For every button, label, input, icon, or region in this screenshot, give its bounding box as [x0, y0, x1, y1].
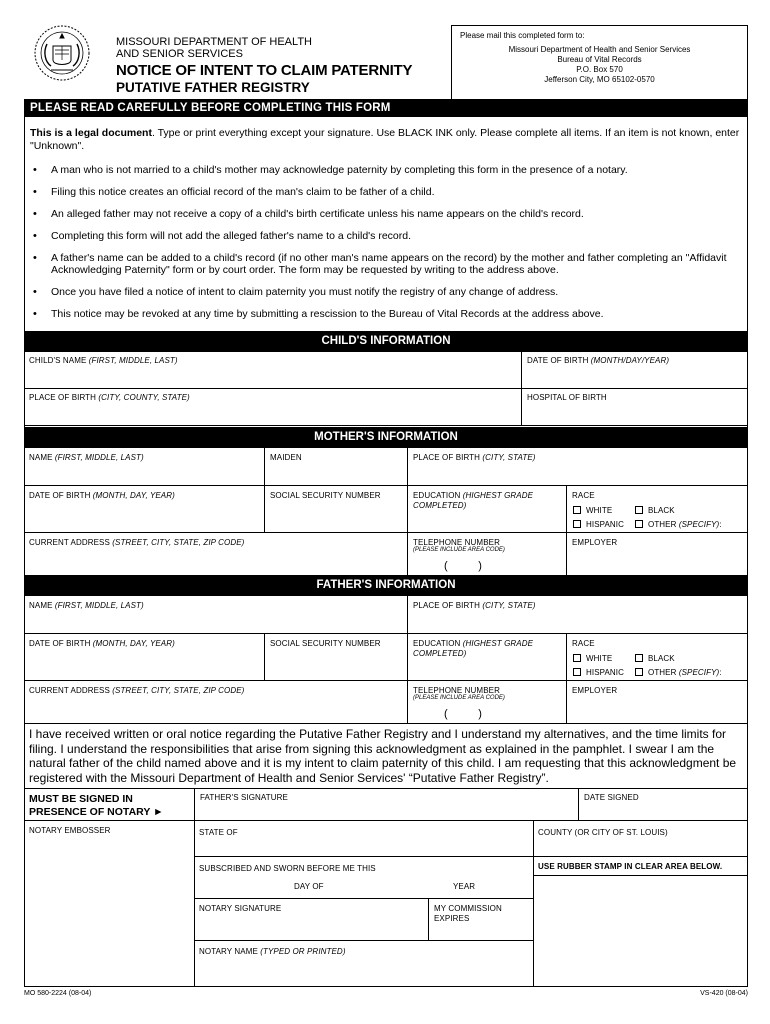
race-black-checkbox[interactable]	[635, 506, 643, 514]
department-name-line2: AND SENIOR SERVICES	[116, 48, 243, 60]
race-hispanic-checkbox[interactable]	[573, 520, 581, 528]
rubber-stamp-instruction: USE RUBBER STAMP IN CLEAR AREA BELOW.	[534, 857, 748, 876]
father-ssn-field[interactable]: SOCIAL SECURITY NUMBER	[265, 634, 408, 681]
list-item: • Filing this notice creates an official record of the man's claim to be father of a child.	[28, 186, 744, 198]
notary-name-field[interactable]: NOTARY NAME (TYPED OR PRINTED)	[195, 941, 534, 987]
father-telephone-field[interactable]: TELEPHONE NUMBER (PLEASE INCLUDE AREA CODE) ( )	[408, 681, 567, 724]
father-race-field: RACE WHITE BLACK HISPANIC OTHER (SPECIFY):	[567, 634, 748, 681]
father-employer-field[interactable]: EMPLOYER	[567, 681, 748, 724]
phone-area-code-parens: ( )	[444, 708, 482, 720]
commission-expires-field[interactable]: MY COMMISSION EXPIRES	[429, 899, 534, 941]
intro-paragraph	[30, 127, 744, 152]
child-hospital-field[interactable]: HOSPITAL OF BIRTH	[522, 389, 748, 426]
state-of-field[interactable]: STATE OF	[195, 821, 534, 857]
race-black-checkbox[interactable]	[635, 654, 643, 662]
notary-signature-field[interactable]: NOTARY SIGNATURE	[195, 899, 429, 941]
phone-area-code-parens: ( )	[444, 560, 482, 572]
father-signature-field[interactable]: FATHER'S SIGNATURE	[195, 789, 579, 820]
instructions-list	[28, 164, 744, 330]
read-carefully-banner	[24, 99, 748, 117]
mail-address-line: Jefferson City, MO 65102-0570	[544, 75, 655, 84]
list-item: • This notice may be revoked at any time by submitting a rescission to the Bureau of Vital Records at the address above.	[28, 308, 744, 320]
mother-dob-field[interactable]: DATE OF BIRTH (MONTH, DAY, YEAR)	[24, 486, 265, 533]
mother-employer-field[interactable]: EMPLOYER	[567, 533, 748, 576]
sworn-before-field[interactable]: SUBSCRIBED AND SWORN BEFORE ME THIS DAY OF YEAR	[195, 857, 534, 899]
race-hispanic-checkbox[interactable]	[573, 668, 581, 676]
department-name-line1: MISSOURI DEPARTMENT OF HEALTH	[116, 36, 312, 48]
mother-name-field[interactable]: NAME (FIRST, MIDDLE, LAST)	[24, 448, 265, 486]
form-title: NOTICE OF INTENT TO CLAIM PATERNITY	[116, 62, 413, 79]
intro-text: . Type or print everything except your signature. Use BLACK INK only. Please complete all items. If an item is not known, enter "Unknown".	[30, 127, 740, 152]
father-name-field[interactable]: NAME (FIRST, MIDDLE, LAST)	[24, 596, 408, 634]
father-place-of-birth-field[interactable]: PLACE OF BIRTH (CITY, STATE)	[408, 596, 748, 634]
mother-telephone-field[interactable]: TELEPHONE NUMBER (PLEASE INCLUDE AREA CODE) ( )	[408, 533, 567, 576]
mail-address-line: Bureau of Vital Records	[557, 55, 642, 64]
legal-document-emphasis: This is a legal document	[30, 127, 152, 139]
race-white-checkbox[interactable]	[573, 654, 581, 662]
race-white-checkbox[interactable]	[573, 506, 581, 514]
list-item: • An alleged father may not receive a copy of a child's birth certificate unless his name appears on the child's record.	[28, 208, 744, 220]
list-item: • Once you have filed a notice of intent to claim paternity you must notify the registry of any change of address.	[28, 286, 744, 298]
mother-address-field[interactable]: CURRENT ADDRESS (STREET, CITY, STATE, ZIP CODE)	[24, 533, 408, 576]
date-signed-field[interactable]: DATE SIGNED	[584, 793, 639, 802]
notary-embosser-label: NOTARY EMBOSSER	[29, 826, 111, 835]
father-dob-field[interactable]: DATE OF BIRTH (MONTH, DAY, YEAR)	[24, 634, 265, 681]
child-name-field[interactable]: CHILD'S NAME (FIRST, MIDDLE, LAST)	[24, 352, 522, 389]
mother-education-field[interactable]: EDUCATION (HIGHEST GRADE COMPLETED)	[408, 486, 567, 533]
mother-place-of-birth-field[interactable]: PLACE OF BIRTH (CITY, STATE)	[408, 448, 748, 486]
race-other-checkbox[interactable]	[635, 668, 643, 676]
mailing-address-box	[451, 25, 748, 99]
mail-address-line: Missouri Department of Health and Senior Services	[508, 45, 691, 54]
mothers-information-heading: MOTHER'S INFORMATION	[24, 427, 748, 448]
state-seal-logo	[33, 24, 91, 82]
mother-maiden-field[interactable]: MAIDEN	[265, 448, 408, 486]
mail-address-line: P.O. Box 570	[576, 65, 623, 74]
fathers-information-heading: FATHER'S INFORMATION	[24, 575, 748, 596]
child-dob-field[interactable]: DATE OF BIRTH (MONTH/DAY/YEAR)	[522, 352, 748, 389]
form-subtitle: PUTATIVE FATHER REGISTRY	[116, 80, 310, 95]
list-item: • Completing this form will not add the alleged father's name to a child's record.	[28, 230, 744, 242]
list-item: • A father's name can be added to a child's record (if no other man's name appears on the record) by the mother and father completing an "Affidavit Acknowledging Paternity" form or by court order. The form may be requested by writing to the address above.	[28, 252, 744, 276]
childs-information-heading: CHILD'S INFORMATION	[24, 331, 748, 352]
mother-race-field: RACE WHITE BLACK HISPANIC OTHER (SPECIFY):	[567, 486, 748, 533]
father-education-field[interactable]: EDUCATION (HIGHEST GRADE COMPLETED)	[408, 634, 567, 681]
form-number-left: MO 580-2224 (08-04)	[24, 990, 92, 997]
acknowledgment-statement: I have received written or oral notice regarding the Putative Father Registry and I understand my alternatives, and the time limits for filing. I understand the responsibilities that arise from signing this acknowledgment as explained in the pamphlet. I swear I am the natural father of the child named above and it is my intent to claim paternity of this child. I am requesting that this acknowledgment be registered with the Missouri Department of Health and Senior Services' “Putative Father Registry”.	[29, 727, 737, 785]
child-place-of-birth-field[interactable]: PLACE OF BIRTH (CITY, COUNTY, STATE)	[24, 389, 522, 426]
mail-to-label: Please mail this completed form to:	[460, 31, 585, 40]
rubber-stamp-area	[534, 876, 748, 986]
form-number-right: VS-420 (08-04)	[700, 990, 748, 997]
race-other-checkbox[interactable]	[635, 520, 643, 528]
banner-text: PLEASE READ CAREFULLY BEFORE COMPLETING THIS FORM	[30, 102, 391, 114]
father-address-field[interactable]: CURRENT ADDRESS (STREET, CITY, STATE, ZIP CODE)	[24, 681, 408, 724]
county-field[interactable]: COUNTY (OR CITY OF ST. LOUIS)	[534, 821, 747, 857]
list-item: • A man who is not married to a child's mother may acknowledge paternity by completing this form in the presence of a notary.	[28, 164, 744, 176]
mother-ssn-field[interactable]: SOCIAL SECURITY NUMBER	[265, 486, 408, 533]
must-sign-notice: MUST BE SIGNED IN PRESENCE OF NOTARY ►	[29, 793, 164, 818]
